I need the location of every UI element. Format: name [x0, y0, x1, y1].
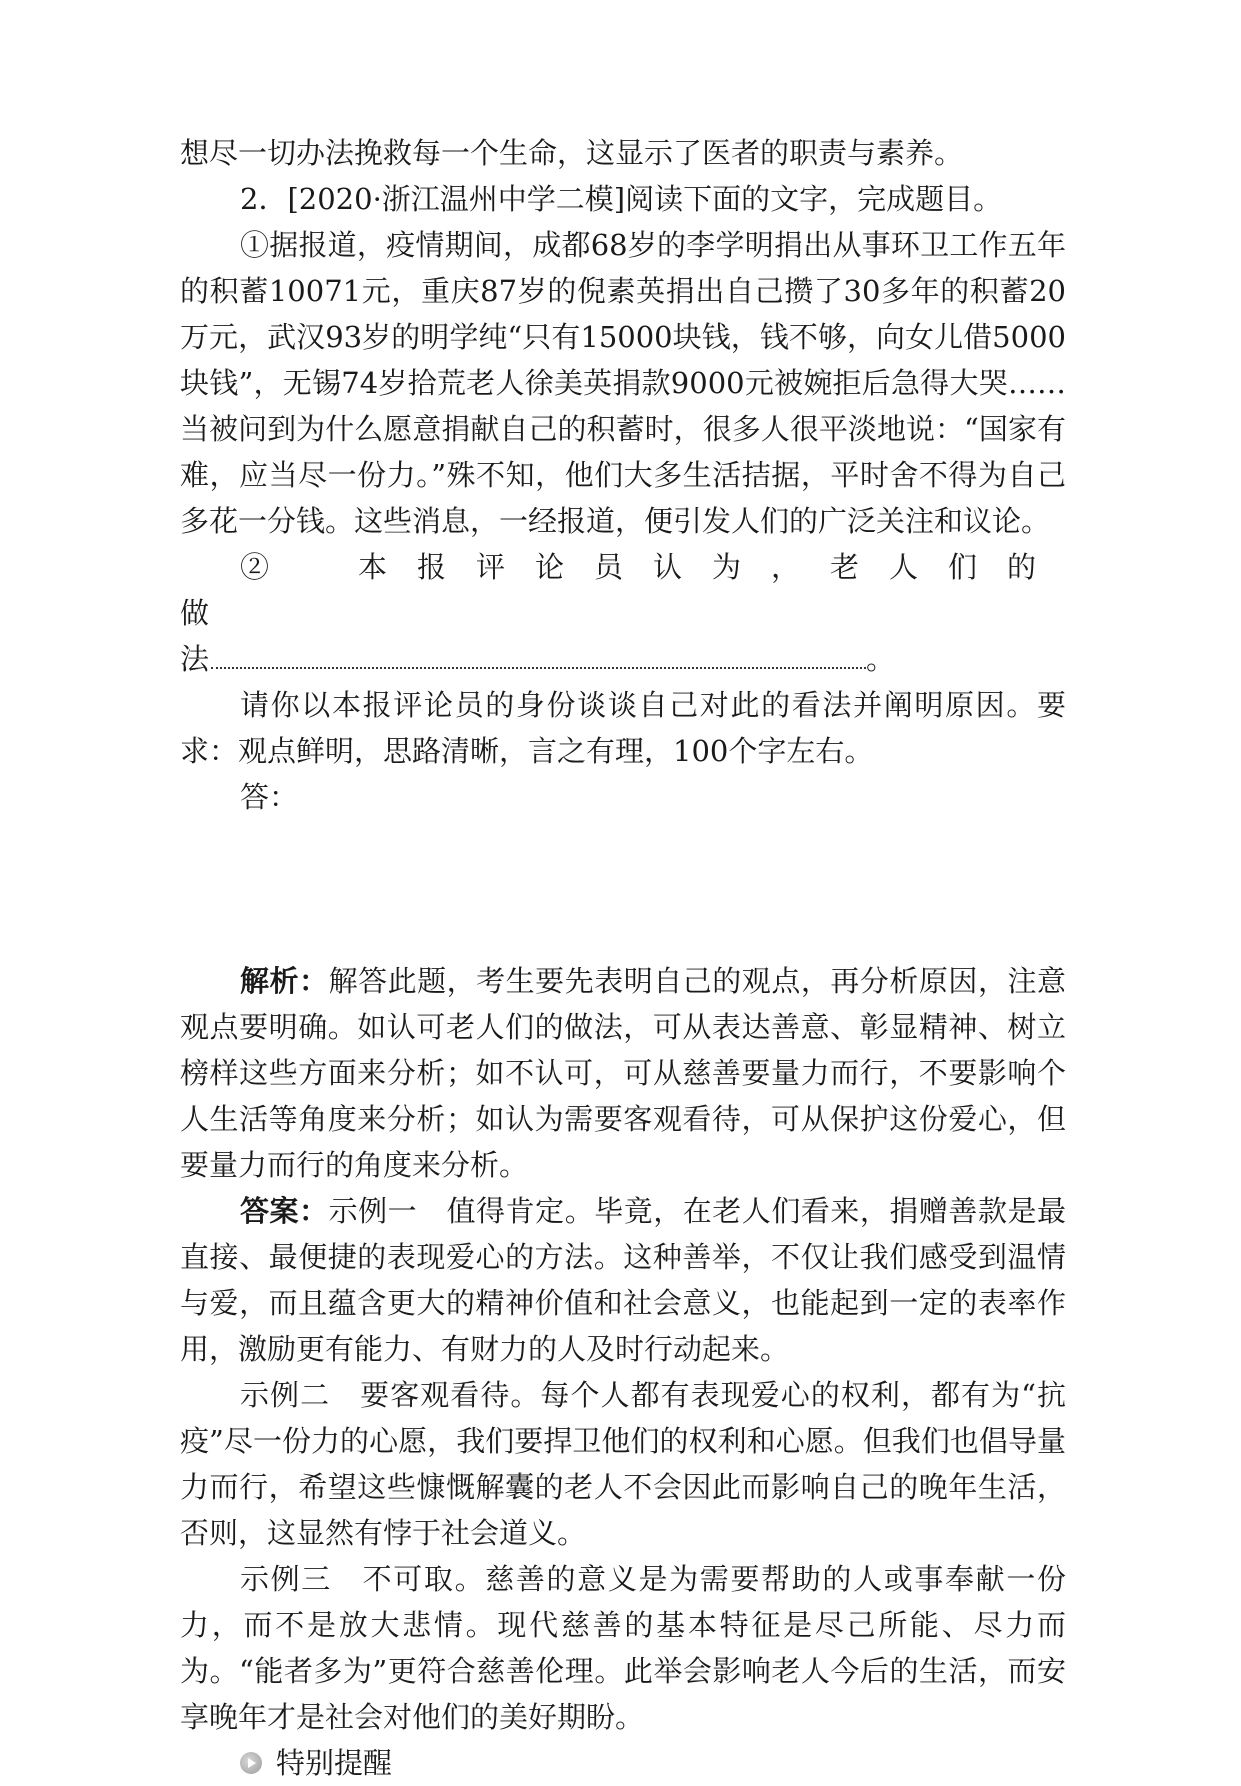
text-line-continuation: 想尽一切办法挽救每一个生命，这显示了医者的职责与素养。	[180, 136, 964, 170]
analysis-text: 解答此题，考生要先表明自己的观点，再分析原因，注意观点要明确。如认可老人们的做法，可从表达善意、彰显精神、树立榜样这些方面来分析；如不认可，可从慈善要量力而行，不要影响个人生活等角度来分析；如认为需要客观看待，可从保护这份爱心，但要量力而行的角度来分析。	[180, 964, 1066, 1182]
analysis-label: 解析：	[240, 964, 329, 998]
document-page	[180, 130, 1066, 1786]
answer-example-1	[180, 1188, 1066, 1372]
answer-prompt: 答：	[240, 780, 299, 814]
paragraph-2-fill-end: 。	[866, 642, 896, 676]
paragraph-2-text: ② 本报评论员认为，老人们的做	[180, 550, 1067, 630]
analysis-paragraph	[180, 958, 1066, 1188]
answer-example-3: 示例三 不可取。慈善的意义是为需要帮助的人或事奉献一份力，而不是放大悲情。现代慈善的基本特征是尽己所能、尽力而为。“能者多为”更符合慈善伦理。此举会影响老人今后的生活，而安享晚年才是社会对他们的美好期盼。	[180, 1562, 1066, 1734]
paragraph-2-fill-line	[180, 636, 1066, 682]
paragraph-2-fill-prefix: 法	[180, 642, 210, 676]
answer-space[interactable]	[180, 820, 1066, 958]
answer-example-2: 示例二 要客观看待。每个人都有表现爱心的权利，都有为“抗疫”尽一份力的心愿，我们要捍卫他们的权利和心愿。但我们也倡导量力而行，希望这些慷慨解囊的老人不会因此而影响自己的晚年生活，否则，这显然有悖于社会道义。	[180, 1378, 1066, 1550]
fill-in-blank[interactable]	[211, 639, 866, 669]
passage-paragraph-1: ①据报道，疫情期间，成都68岁的李学明捐出从事环卫工作五年的积蓄10071元，重庆87岁的倪素英捐出自己攒了30多年的积蓄20万元，武汉93岁的明学纯“只有15000块钱，钱不够，向女儿借5000块钱”，无锡74岁拾荒老人徐美英捐款9000元被婉拒后急得大哭……当被问到为什么愿意捐献自己的积蓄时，很多人很平淡地说：“国家有难，应当尽一份力。”殊不知，他们大多生活拮据，平时舍不得为自己多花一分钱。这些消息，一经报道，便引发人们的广泛关注和议论。	[180, 228, 1066, 538]
passage-paragraph-2	[180, 544, 1066, 636]
task-request: 请你以本报评论员的身份谈谈自己对此的看法并阐明原因。要求：观点鲜明，思路清晰，言之有理，100个字左右。	[180, 688, 1066, 768]
special-reminder[interactable]	[180, 1740, 1066, 1786]
question-2-heading: 2．[2020·浙江温州中学二模]阅读下面的文字，完成题目。	[240, 182, 1003, 216]
special-reminder-label: 特别提醒	[276, 1746, 393, 1780]
example-1-text: 示例一 值得肯定。毕竟，在老人们看来，捐赠善款是最直接、最便捷的表现爱心的方法。这种善举，不仅让我们感受到温情与爱，而且蕴含更大的精神价值和社会意义，也能起到一定的表率作用，激励更有能力、有财力的人及时行动起来。	[180, 1194, 1066, 1366]
answer-label: 答案：	[240, 1194, 329, 1228]
play-circle-icon	[240, 1752, 262, 1774]
